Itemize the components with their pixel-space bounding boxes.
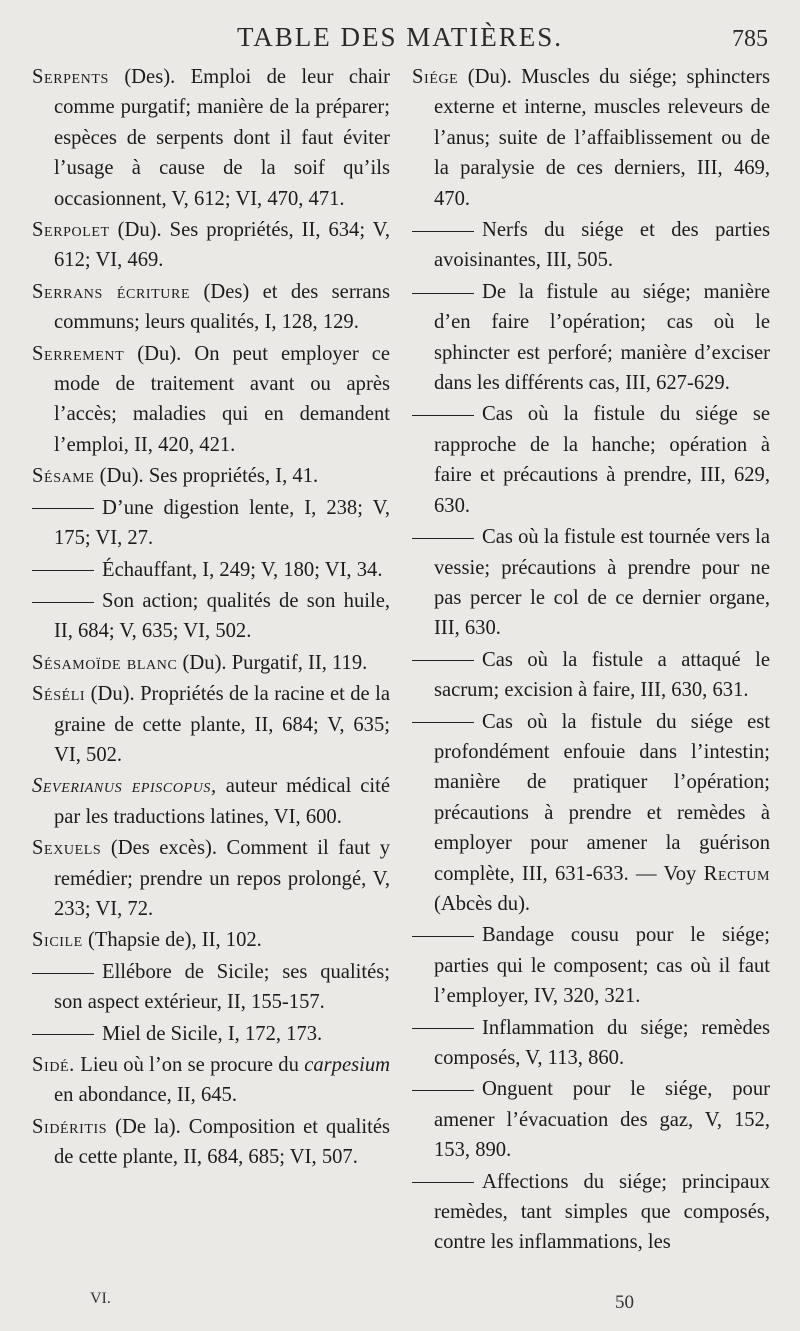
entry-italic-term: carpesium <box>304 1054 390 1076</box>
entry-heading: Sidé. <box>32 1054 75 1076</box>
sub-entry-dash <box>32 570 94 571</box>
entry-heading: Séséli <box>32 683 86 706</box>
index-entry <box>412 1074 770 1165</box>
entry-text: (Du). On peut employer ce mode de traitement avant ou après l’accès; maladies qui en demandent l’emploi, II, 420, 421. <box>54 342 390 456</box>
entry-heading: Serpents <box>32 66 109 88</box>
entry-text: (De la). Composition et qualités de cette plante, II, 684, 685; VI, 507. <box>54 1115 390 1169</box>
entry-text: D’une digestion lente, I, 238; V, 175; VI, 27. <box>54 496 390 550</box>
entry-heading: Serrans écriture <box>32 280 191 303</box>
entry-text: (Des). Emploi de leur chair comme purgatif; manière de la préparer; espèces de serpents dont il faut éviter l’usage à cause de la soif qu’ils occasionnent, V, 612; VI, 470, 471. <box>54 66 390 210</box>
entry-text: (Des) et des serrans communs; leurs qualités, I, 128, 129. <box>54 280 390 334</box>
entry-text: Onguent pour le siége, pour amener l’évacuation des gaz, V, 152, 153, 890. <box>434 1078 770 1162</box>
index-entry <box>32 1019 390 1049</box>
index-entry <box>32 215 390 276</box>
index-entry <box>412 1013 770 1074</box>
entry-text: Son action; qualités de son huile, II, 684; V, 635; VI, 502. <box>54 589 390 643</box>
entry-heading: Sésame <box>32 465 95 488</box>
sub-entry-dash <box>412 538 474 539</box>
sub-entry-dash <box>32 1034 94 1035</box>
sub-entry-dash <box>32 508 94 509</box>
index-entry <box>32 62 390 214</box>
entry-text: Bandage cousu pour le siége; parties qui le composent; cas où il faut l’employer, IV, 320, 321. <box>434 924 770 1008</box>
sub-entry-dash <box>412 415 474 416</box>
sub-entry-dash <box>412 293 474 294</box>
sub-entry-dash <box>412 1182 474 1183</box>
entry-text: (Du). Muscles du siége; sphincters externe et interne, muscles releveurs de l’anus; suite de l’affaiblissement ou de la paralysie de ces derniers, III, 469, 470. <box>434 66 770 210</box>
left-column <box>32 62 390 1174</box>
entry-text: Cas où la fistule est tournée vers la vessie; précautions à prendre pour ne pas percer le col de ce dernier organe, III, 630. <box>434 526 770 640</box>
entry-text: Échauffant, I, 249; V, 180; VI, 34. <box>102 558 383 581</box>
entry-text: Inflammation du siége; remèdes composés, V, 113, 860. <box>434 1016 770 1069</box>
index-entry <box>32 586 390 647</box>
sub-entry-dash <box>412 231 474 232</box>
entry-heading: Serpolet <box>32 219 110 242</box>
page-header <box>0 22 800 62</box>
index-entry <box>32 679 390 770</box>
sub-entry-dash <box>412 660 474 661</box>
entry-heading: Siége <box>412 66 459 88</box>
sub-entry-dash <box>32 973 94 974</box>
entry-text: en abondance, II, 645. <box>54 1084 237 1107</box>
index-entry <box>412 645 770 706</box>
entry-text: (Du). Propriétés de la racine et de la graine de cette plante, II, 684; V, 635; VI, 502. <box>54 683 390 766</box>
entry-text: Miel de Sicile, I, 172, 173. <box>102 1022 323 1045</box>
entry-text: (Thapsie de), II, 102. <box>82 929 262 952</box>
index-entry <box>412 399 770 521</box>
entry-text: (Du). Ses propriétés, I, 41. <box>94 465 319 488</box>
sub-entry-dash <box>412 1028 474 1029</box>
running-title: TABLE DES MATIÈRES. <box>236 22 564 52</box>
index-entry <box>32 461 390 491</box>
right-column <box>412 62 770 1259</box>
index-entry <box>412 707 770 920</box>
index-entry <box>412 920 770 1011</box>
index-entry <box>32 493 390 554</box>
index-entry <box>32 648 390 678</box>
entry-text: Nerfs du siége et des parties avoisinantes, III, 505. <box>434 219 770 272</box>
index-entry <box>32 925 390 955</box>
entry-heading: Sésamoïde blanc <box>32 651 178 674</box>
index-entry <box>412 62 770 214</box>
index-entry <box>32 277 390 338</box>
entry-text: Cas où la fistule a attaqué le sacrum; excision à faire, III, 630, 631. <box>434 648 770 702</box>
entry-text: (Du). Ses propriétés, II, 634; V, 612; VI, 469. <box>54 219 390 272</box>
entry-text: De la fistule au siége; manière d’en faire l’opération; cas où le sphincter est perforé; manière d’exciser dans les différents cas, III, 627-629. <box>434 280 770 395</box>
entry-text: Cas où la fistule du siége se rapproche de la hanche; opération à faire et précautions à prendre, III, 629, 630. <box>434 403 770 517</box>
entry-text: auteur médical cité par les traductions latines, VI, 600. <box>54 775 390 828</box>
index-entry <box>32 833 390 924</box>
index-entry <box>412 277 770 399</box>
entry-heading: Severianus episcopus, <box>32 775 217 798</box>
entry-text: Lieu où l’on se procure du <box>74 1054 305 1076</box>
entry-text: (Des excès). Comment il faut y remédier; prendre un repos prolongé, V, 233; VI, 72. <box>54 837 390 920</box>
sub-entry-dash <box>32 602 94 603</box>
index-entry <box>412 522 770 644</box>
entry-heading: Sexuels <box>32 837 102 860</box>
page-number: 785 <box>732 26 768 52</box>
sub-entry-dash <box>412 1090 474 1091</box>
signature-mark: VI. <box>90 1290 111 1307</box>
entry-text: Ellébore de Sicile; ses qualités; son aspect extérieur, II, 155-157. <box>54 960 390 1014</box>
entry-text: Affections du siége; principaux remèdes, tant simples que composés, contre les inflammations, les <box>434 1170 770 1254</box>
index-entry <box>32 957 390 1018</box>
index-entry <box>32 771 390 832</box>
cross-reference: Rectum <box>703 862 770 885</box>
index-entry <box>32 339 390 461</box>
entry-text: (Du). Purgatif, II, 119. <box>177 651 368 674</box>
index-entry <box>412 215 770 276</box>
sub-entry-dash <box>412 936 474 937</box>
sheet-number: 50 <box>615 1292 634 1313</box>
entry-text: (Abcès du). <box>434 892 531 915</box>
index-entry <box>32 1050 390 1111</box>
index-entry <box>32 555 390 585</box>
index-entry <box>32 1112 390 1173</box>
sub-entry-dash <box>412 722 474 723</box>
entry-text: Cas où la fistule du siége est profondément enfouie dans l’intestin; manière de pratiquer l’opération; précautions à prendre et remèdes à employer pour amener la guérison complète, III, 631-633. — Voy <box>434 710 770 885</box>
entry-heading: Sidéritis <box>32 1115 108 1138</box>
entry-heading: Serrement <box>32 342 125 365</box>
index-entry <box>412 1167 770 1258</box>
entry-heading: Sicile <box>32 929 83 952</box>
